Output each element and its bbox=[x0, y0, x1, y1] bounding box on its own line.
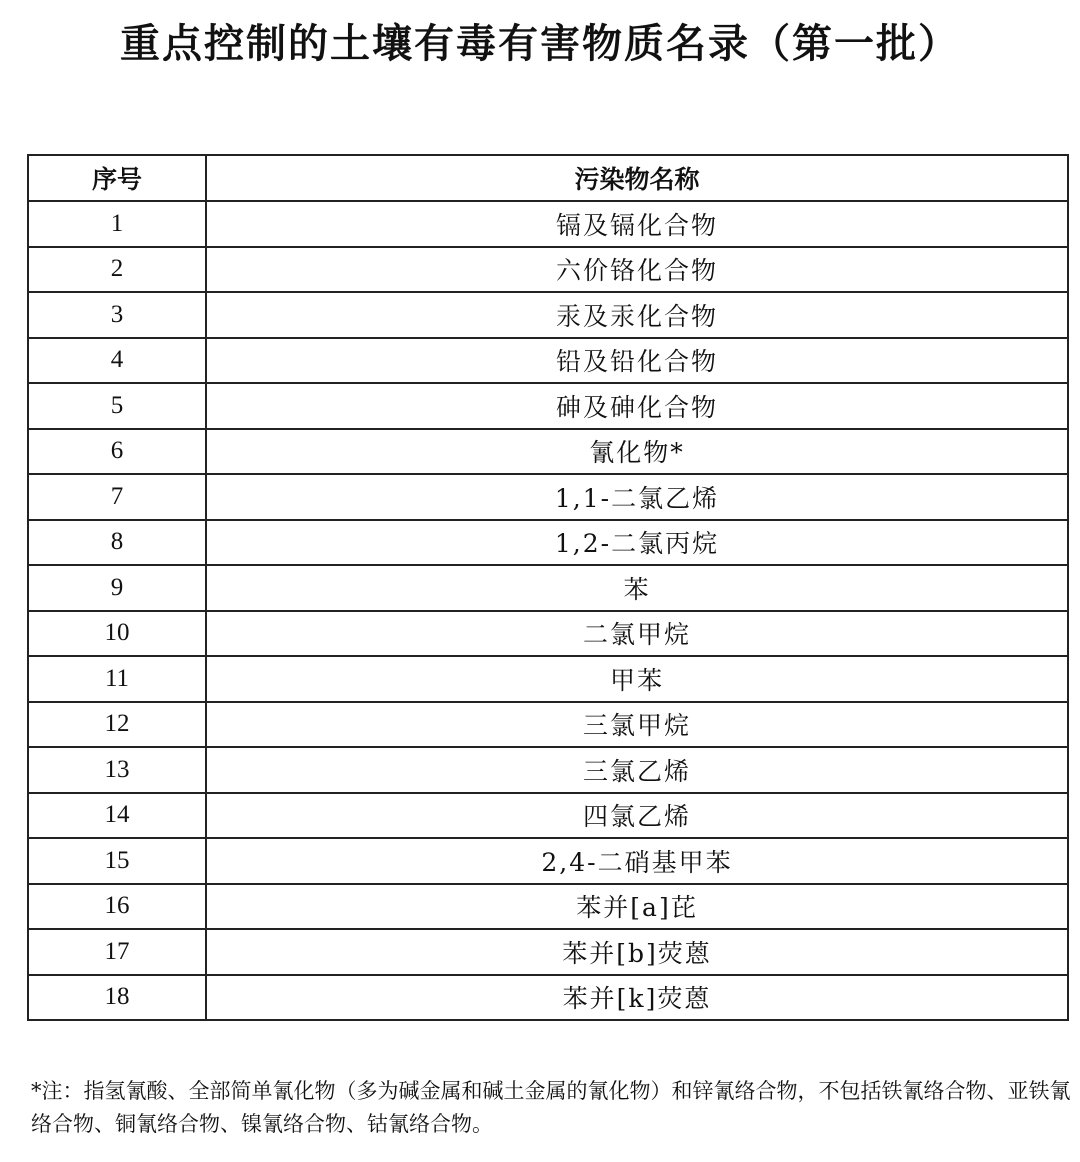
row-name: 苯并[a]芘 bbox=[206, 884, 1068, 930]
header-name: 污染物名称 bbox=[206, 155, 1068, 201]
table-row bbox=[28, 338, 1068, 384]
row-index: 4 bbox=[28, 338, 206, 384]
row-name: 六价铬化合物 bbox=[206, 247, 1068, 293]
table-header-row bbox=[28, 155, 1068, 201]
row-index: 7 bbox=[28, 474, 206, 520]
pollutant-table bbox=[27, 154, 1069, 1021]
row-index: 8 bbox=[28, 520, 206, 566]
row-name: 苯并[k]荧蒽 bbox=[206, 975, 1068, 1021]
table-row bbox=[28, 975, 1068, 1021]
table-body bbox=[28, 201, 1068, 1020]
row-index: 5 bbox=[28, 383, 206, 429]
row-index: 14 bbox=[28, 793, 206, 839]
row-name: 2,4-二硝基甲苯 bbox=[206, 838, 1068, 884]
row-name: 甲苯 bbox=[206, 656, 1068, 702]
row-index: 2 bbox=[28, 247, 206, 293]
row-name: 苯并[b]荧蒽 bbox=[206, 929, 1068, 975]
row-index: 1 bbox=[28, 201, 206, 247]
footnote: *注：指氢氰酸、全部简单氰化物（多为碱金属和碱土金属的氰化物）和锌氰络合物，不包括铁氰络合物、亚铁氰络合物、铜氰络合物、镍氰络合物、钴氰络合物。 bbox=[31, 1079, 1071, 1136]
row-name: 四氯乙烯 bbox=[206, 793, 1068, 839]
row-index: 3 bbox=[28, 292, 206, 338]
row-name: 氰化物* bbox=[206, 429, 1068, 475]
table-row bbox=[28, 201, 1068, 247]
row-index: 18 bbox=[28, 975, 206, 1021]
row-index: 17 bbox=[28, 929, 206, 975]
table-row bbox=[28, 611, 1068, 657]
page-title: 重点控制的土壤有毒有害物质名录（第一批） bbox=[120, 21, 960, 67]
row-name: 三氯乙烯 bbox=[206, 747, 1068, 793]
header-index: 序号 bbox=[28, 155, 206, 201]
row-name: 三氯甲烷 bbox=[206, 702, 1068, 748]
table-row bbox=[28, 747, 1068, 793]
table-row bbox=[28, 247, 1068, 293]
table-row bbox=[28, 838, 1068, 884]
row-index: 13 bbox=[28, 747, 206, 793]
table-row bbox=[28, 929, 1068, 975]
row-name: 1,2-二氯丙烷 bbox=[206, 520, 1068, 566]
table-row bbox=[28, 474, 1068, 520]
table-row bbox=[28, 656, 1068, 702]
table-row bbox=[28, 793, 1068, 839]
row-name: 苯 bbox=[206, 565, 1068, 611]
row-index: 16 bbox=[28, 884, 206, 930]
row-name: 汞及汞化合物 bbox=[206, 292, 1068, 338]
row-name: 1,1-二氯乙烯 bbox=[206, 474, 1068, 520]
table-row bbox=[28, 520, 1068, 566]
row-index: 10 bbox=[28, 611, 206, 657]
table-row bbox=[28, 292, 1068, 338]
table-row bbox=[28, 565, 1068, 611]
row-name: 镉及镉化合物 bbox=[206, 201, 1068, 247]
row-index: 6 bbox=[28, 429, 206, 475]
row-name: 二氯甲烷 bbox=[206, 611, 1068, 657]
table-row bbox=[28, 383, 1068, 429]
row-index: 15 bbox=[28, 838, 206, 884]
row-index: 12 bbox=[28, 702, 206, 748]
table-row bbox=[28, 884, 1068, 930]
row-index: 9 bbox=[28, 565, 206, 611]
table-row bbox=[28, 429, 1068, 475]
table-row bbox=[28, 702, 1068, 748]
row-index: 11 bbox=[28, 656, 206, 702]
row-name: 铅及铅化合物 bbox=[206, 338, 1068, 384]
row-name: 砷及砷化合物 bbox=[206, 383, 1068, 429]
